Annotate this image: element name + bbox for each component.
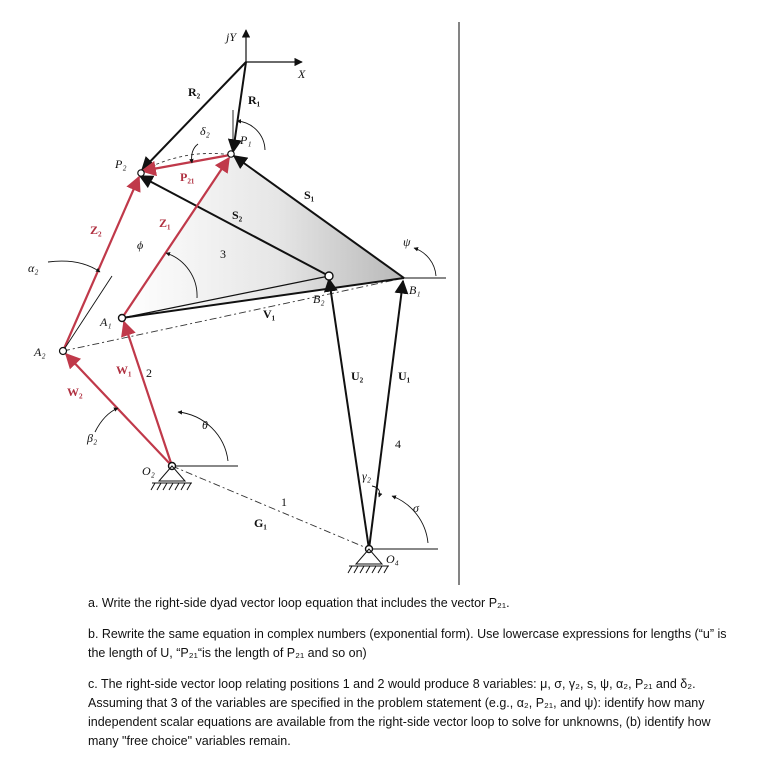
label-b2: B₂ (313, 292, 325, 306)
question-a: a. Write the right-side dyad vector loop equation that includes the vector P₂₁. (88, 596, 510, 610)
ref-line-alpha2 (63, 276, 112, 351)
joint-b2 (325, 272, 333, 280)
label-p1: P₁ (240, 133, 252, 147)
coupler-shaded-area (122, 155, 404, 318)
label-z2: Z₂ (90, 223, 102, 237)
label-link-4: 4 (395, 437, 401, 451)
vector-w1 (124, 322, 172, 466)
question-c: c. The right-side vector loop relating positions 1 and 2 would produce 8 variables: μ, σ, γ₂, s, ψ, α₂, P₂₁ and δ₂. Assuming that 3 of the variables are specified in the problem statement (e.g., α₂, P₂₁, and ψ): identify how many independent scalar equations are available from the right-side vector loop to solve for unknowns, (b) identify how many "free choice" variables remain. (88, 677, 711, 748)
arc-beta2 (95, 408, 118, 432)
label-u1: U₁ (398, 369, 411, 383)
label-sigma: σ (413, 501, 419, 515)
label-p2: P₂ (115, 157, 127, 171)
label-z1: Z₁ (159, 216, 171, 230)
joint-a2 (60, 348, 67, 355)
label-gamma2: γ₂ (362, 469, 371, 483)
label-alpha2: α₂ (28, 261, 39, 275)
label-theta: θ (202, 418, 208, 432)
label-u2: U₂ (351, 369, 364, 383)
label-psi: ψ (403, 235, 411, 249)
label-o2: O₂ (142, 464, 155, 478)
label-w1: W₁ (116, 363, 132, 377)
label-s1: S₁ (304, 188, 315, 202)
label-w2: W₂ (67, 385, 83, 399)
joint-a1 (119, 315, 126, 322)
arc-psi (414, 248, 436, 276)
dash-ground-g1 (172, 466, 369, 549)
vector-u2 (329, 279, 369, 549)
label-g1: G₁ (254, 516, 267, 530)
label-p21: P₂₁ (180, 170, 195, 184)
label-s2: S₂ (232, 208, 243, 222)
label-axis-x: X (298, 67, 306, 81)
label-delta2: δ₂ (200, 124, 210, 138)
questions-block (88, 594, 728, 763)
label-link-1: 1 (281, 495, 287, 509)
label-a1: A₁ (100, 315, 112, 329)
label-beta2: β₂ (87, 431, 98, 445)
arc-alpha2 (48, 261, 100, 272)
question-b: b. Rewrite the same equation in complex numbers (exponential form). Use lowercase expressions for lengths (“u” is the length of U, “P₂₁“is the length of P₂₁ and so on) (88, 627, 727, 660)
label-link-2: 2 (146, 366, 152, 380)
label-axis-y: jY (226, 30, 237, 44)
label-v1: V₁ (263, 307, 276, 321)
label-link-3: 3 (220, 247, 226, 261)
label-phi: ϕ (137, 238, 144, 252)
arc-sigma (392, 496, 428, 543)
vector-u1 (369, 281, 403, 549)
label-b1: B₁ (409, 283, 421, 297)
joint-p2 (138, 170, 144, 176)
label-a2: A₂ (34, 345, 46, 359)
label-r2: R₂ (188, 85, 201, 99)
label-r1: R₁ (248, 93, 261, 107)
joint-p1 (228, 151, 234, 157)
label-o4: O₄ (386, 552, 399, 566)
